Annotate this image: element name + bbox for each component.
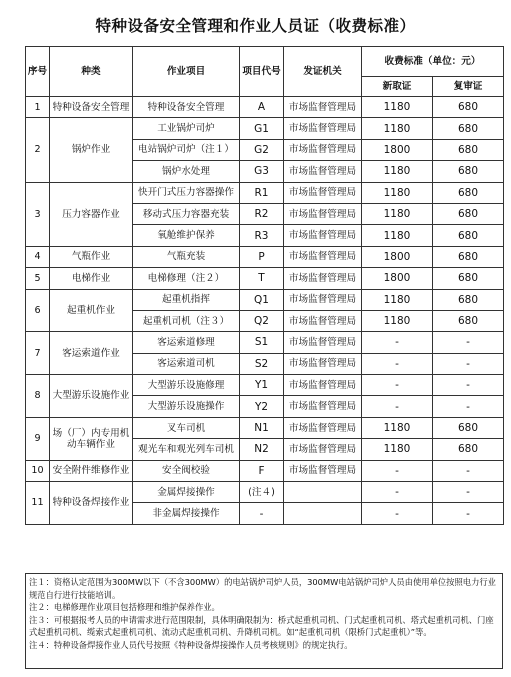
note-2: 注２：电梯修理作业项目包括修理和维护保养作业。 (29, 602, 220, 613)
category-cell: 电梯作业 (50, 268, 133, 289)
code-cell: Q1 (240, 289, 284, 310)
item-cell: 氧舱维护保养 (133, 225, 240, 246)
note-3: 注３：可根据报考人员的申请需求进行范围限制，具体明确限制为：桥式起重机司机、门式起重机司机、塔式起重机司机、门座式起重机司机、缆索式起重机司机、流动式起重机司机、升降机司机。如“起重机司机（限桥门式起重机）”等。 (29, 614, 494, 638)
authority-cell: 市场监督管理局 (284, 460, 362, 481)
document-title: 特种设备安全管理和作业人员证（收费标准） (95, 17, 416, 35)
table-row (26, 118, 504, 139)
renew-fee-cell: 680 (433, 417, 504, 438)
note-1: 注１：资格认定范围为300MW以下（不含300MW）的电站锅炉司炉人员，300MW电站锅炉司炉人员由使用单位按照电力行业规范自行进行技能培训。 (29, 577, 496, 600)
code-cell: F (240, 460, 284, 481)
code-cell: R1 (240, 182, 284, 203)
item-cell: 工业锅炉司炉 (133, 118, 240, 139)
header-code: 项目代号 (240, 47, 284, 97)
new-fee-cell: - (362, 375, 433, 396)
code-cell: S1 (240, 332, 284, 353)
authority-cell (284, 503, 362, 524)
category-cell: 特种设备安全管理 (50, 97, 133, 118)
fee-table (25, 46, 504, 525)
new-fee-cell: - (362, 482, 433, 503)
code-cell: Y2 (240, 396, 284, 417)
renew-fee-cell: 680 (433, 225, 504, 246)
table-row (26, 417, 504, 438)
code-cell: S2 (240, 353, 284, 374)
category-cell: 锅炉作业 (50, 118, 133, 182)
table-row (26, 375, 504, 396)
code-cell: Y1 (240, 375, 284, 396)
seq-cell: 9 (26, 417, 50, 460)
new-fee-cell: 1180 (362, 182, 433, 203)
renew-fee-cell: - (433, 503, 504, 524)
seq-cell: 6 (26, 289, 50, 332)
table-row (26, 182, 504, 203)
code-cell: G3 (240, 161, 284, 182)
renew-fee-cell: - (433, 332, 504, 353)
table-row (26, 332, 504, 353)
header-category: 种类 (50, 47, 133, 97)
authority-cell: 市场监督管理局 (284, 332, 362, 353)
new-fee-cell: - (362, 353, 433, 374)
new-fee-cell: 1180 (362, 203, 433, 224)
renew-fee-cell: 680 (433, 139, 504, 160)
renew-fee-cell: 680 (433, 310, 504, 331)
new-fee-cell: 1180 (362, 225, 433, 246)
authority-cell: 市场监督管理局 (284, 417, 362, 438)
renew-fee-cell: - (433, 353, 504, 374)
header-renew: 复审证 (433, 77, 504, 97)
new-fee-cell: - (362, 332, 433, 353)
authority-cell: 市场监督管理局 (284, 161, 362, 182)
renew-fee-cell: 680 (433, 289, 504, 310)
note-4: 注４：特种设备焊接作业人员代号按照《特种设备焊接操作人员考核规则》的规定执行。 (29, 639, 353, 650)
item-cell: 电梯修理（注２） (133, 268, 240, 289)
seq-cell: 2 (26, 118, 50, 182)
code-cell: N2 (240, 439, 284, 460)
category-cell: 压力容器作业 (50, 182, 133, 246)
item-cell: 安全阀校验 (133, 460, 240, 481)
item-cell: 金属焊接操作 (133, 482, 240, 503)
item-cell: 特种设备安全管理 (133, 97, 240, 118)
code-cell: R3 (240, 225, 284, 246)
item-cell: 电站锅炉司炉（注１） (133, 139, 240, 160)
header-seq: 序号 (26, 47, 50, 97)
item-cell: 起重机指挥 (133, 289, 240, 310)
authority-cell: 市场监督管理局 (284, 225, 362, 246)
code-cell: P (240, 246, 284, 267)
header-item: 作业项目 (133, 47, 240, 97)
item-cell: 非金属焊接操作 (133, 503, 240, 524)
new-fee-cell: 1180 (362, 97, 433, 118)
new-fee-cell: 1180 (362, 118, 433, 139)
table-row (26, 482, 504, 503)
category-cell: 场（厂）内专用机动车辆作业 (50, 417, 133, 460)
item-cell: 气瓶充装 (133, 246, 240, 267)
item-cell: 快开门式压力容器操作 (133, 182, 240, 203)
item-cell: 起重机司机（注３） (133, 310, 240, 331)
header-new: 新取证 (362, 77, 433, 97)
category-cell: 特种设备焊接作业 (50, 482, 133, 525)
new-fee-cell: 1180 (362, 417, 433, 438)
authority-cell: 市场监督管理局 (284, 396, 362, 417)
new-fee-cell: - (362, 460, 433, 481)
authority-cell: 市场监督管理局 (284, 246, 362, 267)
authority-cell: 市场监督管理局 (284, 310, 362, 331)
item-cell: 叉车司机 (133, 417, 240, 438)
authority-cell: 市场监督管理局 (284, 289, 362, 310)
table-row (26, 289, 504, 310)
seq-cell: 4 (26, 246, 50, 267)
renew-fee-cell: 680 (433, 268, 504, 289)
authority-cell: 市场监督管理局 (284, 139, 362, 160)
seq-cell: 10 (26, 460, 50, 481)
seq-cell: 8 (26, 375, 50, 418)
new-fee-cell: 1800 (362, 268, 433, 289)
new-fee-cell: 1800 (362, 246, 433, 267)
authority-cell: 市场监督管理局 (284, 268, 362, 289)
code-cell: T (240, 268, 284, 289)
renew-fee-cell: 680 (433, 203, 504, 224)
seq-cell: 3 (26, 182, 50, 246)
renew-fee-cell: 680 (433, 246, 504, 267)
header-authority: 发证机关 (284, 47, 362, 97)
category-cell: 气瓶作业 (50, 246, 133, 267)
authority-cell: 市场监督管理局 (284, 203, 362, 224)
seq-cell: 11 (26, 482, 50, 525)
new-fee-cell: 1180 (362, 439, 433, 460)
table-row (26, 97, 504, 118)
new-fee-cell: - (362, 503, 433, 524)
authority-cell: 市场监督管理局 (284, 97, 362, 118)
renew-fee-cell: - (433, 396, 504, 417)
new-fee-cell: 1800 (362, 139, 433, 160)
renew-fee-cell: 680 (433, 161, 504, 182)
item-cell: 大型游乐设施操作 (133, 396, 240, 417)
authority-cell: 市场监督管理局 (284, 439, 362, 460)
table-row (26, 460, 504, 481)
renew-fee-cell: 680 (433, 182, 504, 203)
category-cell: 大型游乐设施作业 (50, 375, 133, 418)
new-fee-cell: 1180 (362, 289, 433, 310)
item-cell: 锅炉水处理 (133, 161, 240, 182)
code-cell: G2 (240, 139, 284, 160)
code-cell: Q2 (240, 310, 284, 331)
table-row (26, 246, 504, 267)
seq-cell: 7 (26, 332, 50, 375)
renew-fee-cell: 680 (433, 439, 504, 460)
authority-cell: 市场监督管理局 (284, 182, 362, 203)
authority-cell (284, 482, 362, 503)
renew-fee-cell: 680 (433, 118, 504, 139)
authority-cell: 市场监督管理局 (284, 118, 362, 139)
code-cell: N1 (240, 417, 284, 438)
seq-cell: 1 (26, 97, 50, 118)
item-cell: 客运索道修理 (133, 332, 240, 353)
code-cell: R2 (240, 203, 284, 224)
code-cell: G1 (240, 118, 284, 139)
code-cell: (注４) (240, 482, 284, 503)
item-cell: 移动式压力容器充装 (133, 203, 240, 224)
new-fee-cell: 1180 (362, 161, 433, 182)
renew-fee-cell: - (433, 375, 504, 396)
header-fee: 收费标准（单位：元） (362, 47, 504, 77)
category-cell: 起重机作业 (50, 289, 133, 332)
category-cell: 客运索道作业 (50, 332, 133, 375)
item-cell: 客运索道司机 (133, 353, 240, 374)
category-cell: 安全附件维修作业 (50, 460, 133, 481)
code-cell: - (240, 503, 284, 524)
code-cell: A (240, 97, 284, 118)
renew-fee-cell: - (433, 482, 504, 503)
authority-cell: 市场监督管理局 (284, 353, 362, 374)
new-fee-cell: - (362, 396, 433, 417)
seq-cell: 5 (26, 268, 50, 289)
renew-fee-cell: - (433, 460, 504, 481)
item-cell: 大型游乐设施修理 (133, 375, 240, 396)
authority-cell: 市场监督管理局 (284, 375, 362, 396)
table-row (26, 268, 504, 289)
new-fee-cell: 1180 (362, 310, 433, 331)
notes-box (25, 573, 503, 669)
renew-fee-cell: 680 (433, 97, 504, 118)
item-cell: 观光车和观光列车司机 (133, 439, 240, 460)
